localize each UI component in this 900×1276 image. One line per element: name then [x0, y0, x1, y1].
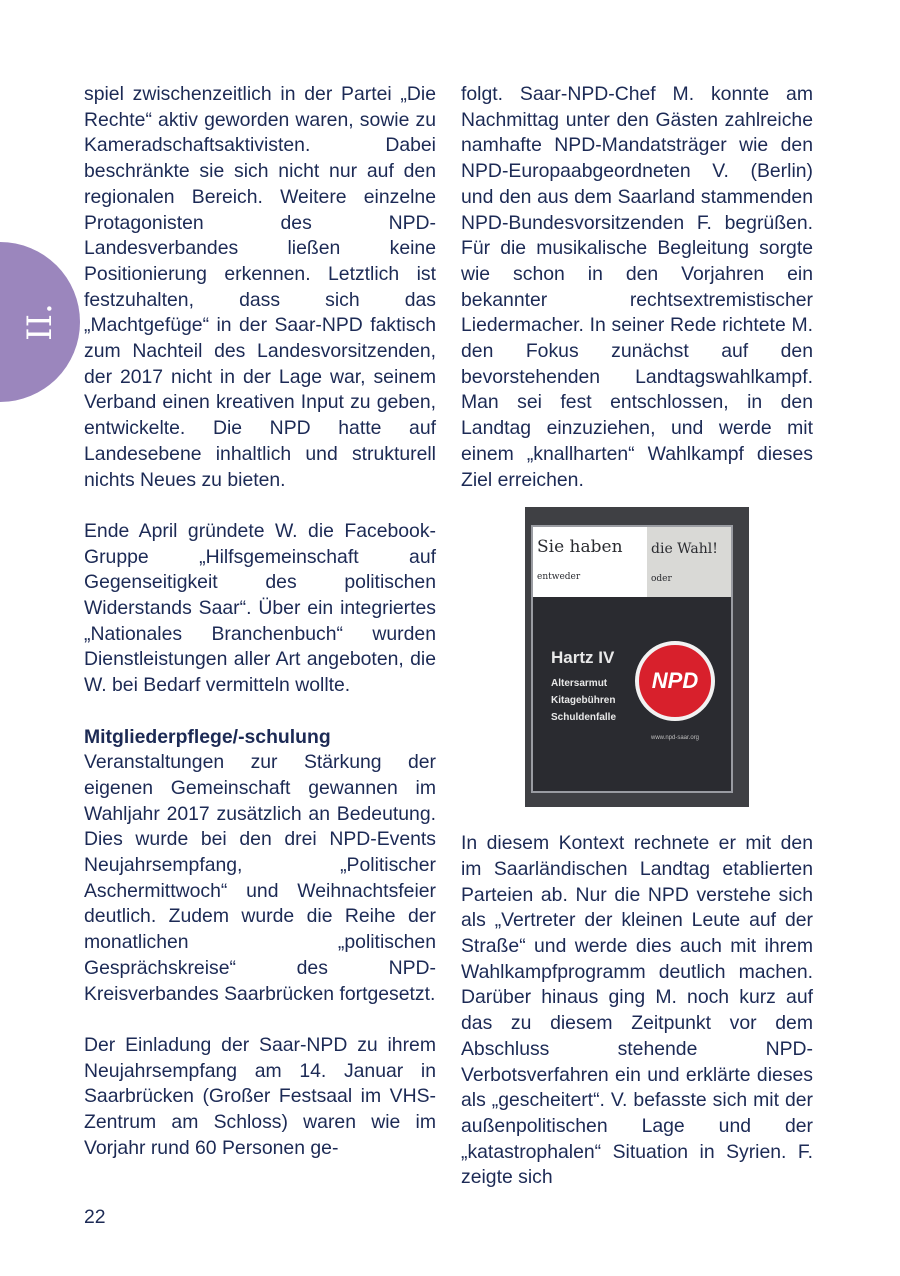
poster-url: www.npd-saar.org: [651, 734, 700, 741]
page-number: 22: [84, 1206, 106, 1228]
poster-sub-left: entweder: [537, 571, 581, 582]
poster-item-1: Hartz IV: [551, 648, 615, 668]
poster-sub-right: oder: [651, 573, 672, 584]
left-paragraph-2: Ende April gründete W. die Facebook-Gruppe „Hilfsgemeinschaft auf Gegenseitigkeit des politischen Widerstands Saar“. Über ein integriertes „Nationales Branchenbuch“ wurden Dienstleistungen aller Art angeboten, die W. bei Bedarf vermitteln wollte.: [84, 519, 436, 697]
poster-item-2: Altersarmut: [551, 677, 608, 689]
party-logo: NPD: [635, 641, 715, 721]
poster-item-3: Kitagebühren: [551, 694, 616, 706]
chapter-label: II.: [20, 303, 60, 341]
campaign-poster-photo: [525, 507, 749, 807]
left-paragraph-3: Veranstaltungen zur Stärkung der eigenen Gemeinschaft gewannen im Wahljahr 2017 zusätzlich an Bedeutung. Dies wurde bei den drei NPD-Events Neujahrsempfang, „Politischer Aschermittwoch“ und Weihnachtsfeier deutlich. Zudem wurde die Reihe der monatlichen „politischen Gesprächskreise“ des NPD-Kreisverbandes Saarbrücken fortgesetzt.: [84, 751, 436, 1005]
right-column: [461, 82, 813, 1191]
section-heading: Mitgliederpflege/-schulung: [84, 725, 331, 748]
right-paragraph-2: In diesem Kontext rechnete er mit den im Saarländischen Landtag etablierten Parteien ab. Nur die NPD verstehe sich als „Vertreter der kleinen Leute auf der Straße“ und werde dies auch mit ihrem Wahlkampfprogramm deutlich machen. Darüber hinaus ging M. noch kurz auf das zu diesem Zeitpunkt vor dem Abschluss stehende NPD-Verbotsverfahren ein und erklärte dieses als „gescheitert“. V. befasste sich mit der außenpolitischen Lage und der „katastrophalen“ Situation in Syrien. F. zeigte sich: [461, 832, 813, 1189]
poster-sign: [531, 525, 733, 793]
left-column: [84, 82, 436, 1161]
left-paragraph-1: spiel zwischenzeitlich in der Partei „Die Rechte“ aktiv geworden waren, sowie zu Kameradschaftsaktivisten. Dabei beschränkte sie sich nicht nur auf den regionalen Bereich. Weitere einzelne Protagonisten des NPD-Landesverbandes ließen keine Positionierung erkennen. Letztlich ist festzuhalten, dass sich das „Machtgefüge“ in der Saar-NPD faktisch zum Nachteil des Landesvorsitzenden, der 2017 nicht in der Lage war, seinem Verband einen kreativen Input zu geben, entwickelte. Die NPD hatte auf Landesebene inhaltlich und strukturell nichts Neues zu bieten.: [84, 83, 436, 491]
left-paragraph-4: Der Einladung der Saar-NPD zu ihrem Neujahrsempfang am 14. Januar in Saarbrücken (Großer Festsaal im VHS-Zentrum am Schloss) waren wie im Vorjahr rund 60 Personen ge-: [84, 1033, 436, 1159]
right-paragraph-1: folgt. Saar-NPD-Chef M. konnte am Nachmittag unter den Gästen zahlreiche namhafte NPD-Mandatsträger wie den NPD-Europaabgeordneten V. (Berlin) und den aus dem Saarland stammenden NPD-Bundesvorsitzenden F. begrüßen. Für die musikalische Begleitung sorgte wie schon in den Vorjahren ein bekannter rechtsextremistischer Liedermacher. In seiner Rede richtete M. den Fokus zunächst auf den bevorstehenden Landtagswahlkampf. Man sei fest entschlossen, in den Landtag einzuziehen, und werde mit einem „knallharten“ Wahlkampf dieses Ziel erreichen.: [461, 83, 813, 491]
poster-item-4: Schuldenfalle: [551, 711, 617, 723]
poster-headline-right: die Wahl!: [651, 541, 718, 558]
poster-headline-left: Sie haben: [537, 537, 623, 558]
